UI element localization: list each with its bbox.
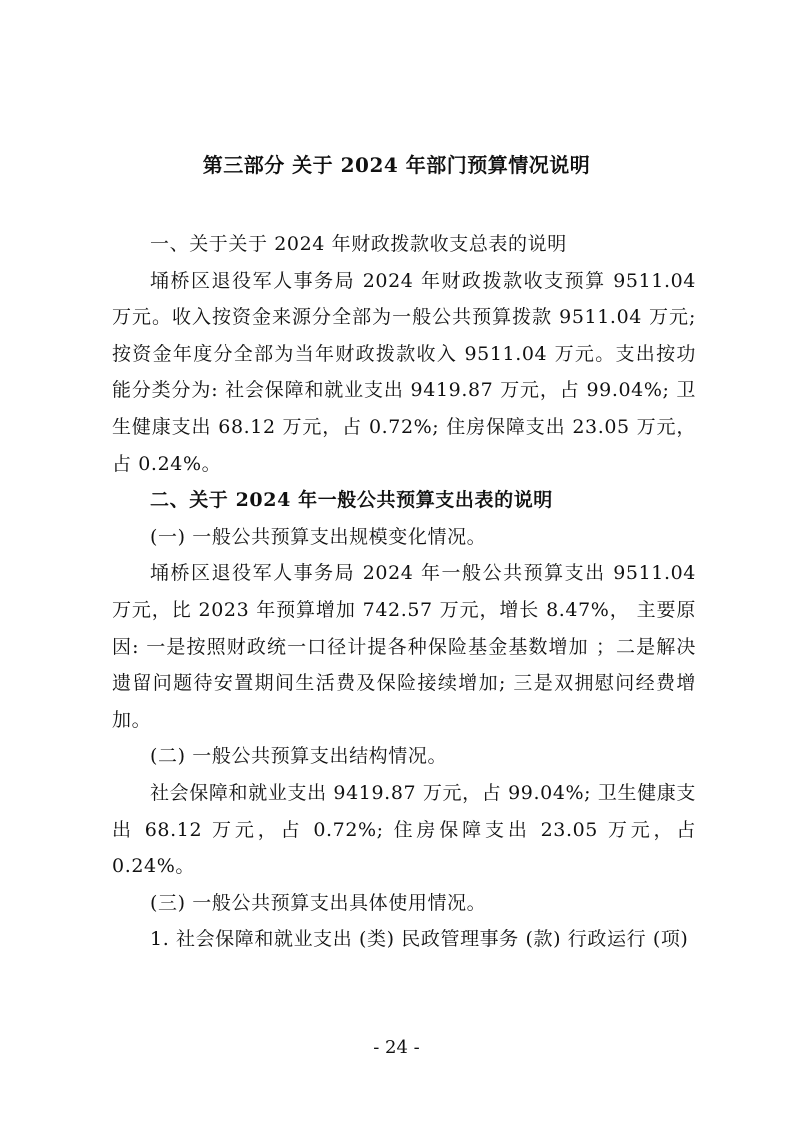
paragraph-6: (二) 一般公共预算支出结构情况。	[150, 745, 448, 768]
paragraph-1: 一、关于关于 2024 年财政拨款收支总表的说明	[150, 233, 567, 255]
page-number: - 24 -	[373, 1037, 420, 1058]
section-title: 第三部分 关于 2024 年部门预算情况说明	[202, 153, 591, 177]
paragraph-7: 社会保障和就业支出 9419.87 万元，占 99.04%; 卫生健康支出 68.12 万元，占 0.72%; 住房保障支出 23.05 万元，占 0.24%。	[112, 781, 696, 878]
paragraph-5: 埇桥区退役军人事务局 2024 年一般公共预算支出 9511.04 万元，比 2023 年预算增加 742.57 万元，增长 8.47%， 主要原因: 一是按照财政统一口径计提各种保险基金基数增加 ；二是解决遗留问题待安置期间生活费及保险接续增加; 三是双拥慰问经费增加。	[112, 562, 696, 731]
paragraph-8: (三) 一般公共预算支出具体使用情况。	[150, 891, 487, 914]
paragraph-3-heading: 二、关于 2024 年一般公共预算支出表的说明	[150, 489, 553, 512]
paragraph-4: (一) 一般公共预算支出规模变化情况。	[150, 525, 487, 548]
paragraph-2: 埇桥区退役军人事务局 2024 年财政拨款收支预算 9511.04 万元。收入按资金来源分全部为一般公共预算拨款 9511.04 万元; 按资金年度分全部为当年财政拨款收入 9511.04 万元。支出按功能分类分为: 社会保障和就业支出 9419.87 万元，占 99.04%; 卫生健康支出 68.12 万元，占 0.72%; 住房保障支出 23.05 万元，占 0.24%。	[112, 269, 696, 475]
body-text	[112, 226, 696, 958]
paragraph-9: 1. 社会保障和就业支出 (类) 民政管理事务 (款) 行政运行 (项)	[150, 928, 689, 951]
